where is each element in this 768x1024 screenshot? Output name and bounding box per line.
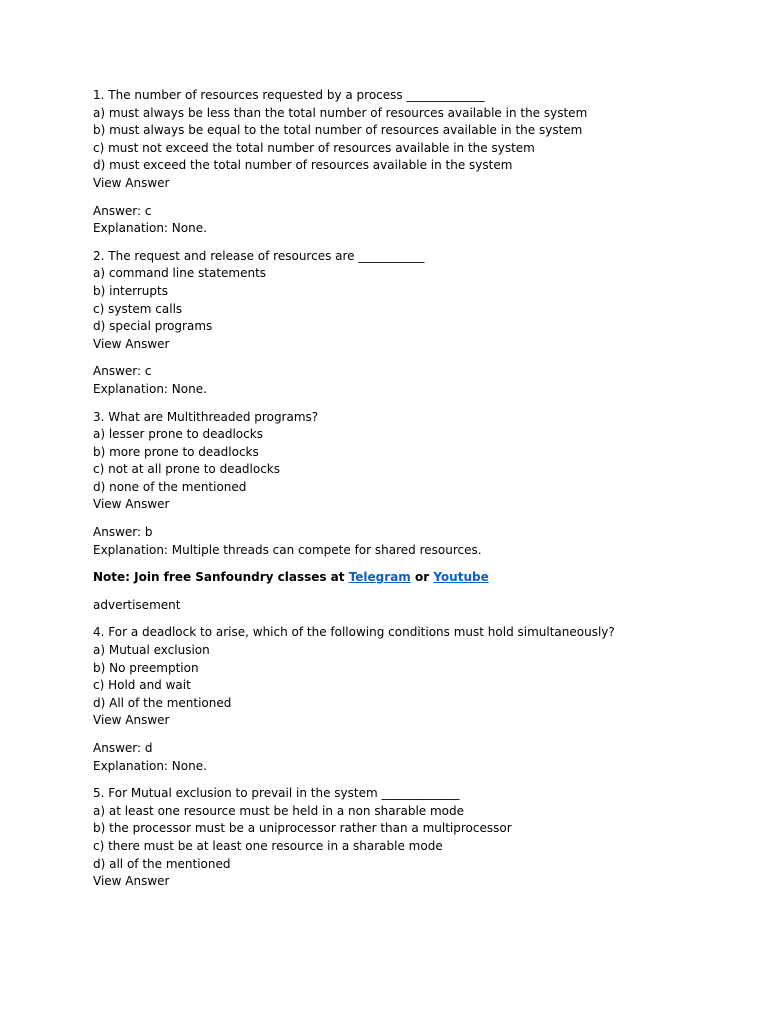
q1-option-b: b) must always be equal to the total number of resources available in the system (93, 123, 583, 138)
q2-option-c: c) system calls (93, 301, 183, 316)
spacer (93, 775, 713, 785)
q5-option-a: a) at least one resource must be held in a non sharable mode (93, 803, 465, 818)
q1-answer: Answer: c (93, 203, 152, 218)
spacer (93, 559, 713, 569)
q5-option-d: d) all of the mentioned (93, 856, 231, 871)
document-page (93, 87, 713, 891)
q3-option-d: d) none of the mentioned (93, 479, 247, 494)
q3-answer: Answer: b (93, 525, 153, 540)
q4-option-d: d) All of the mentioned (93, 695, 232, 710)
q2-view-answer: View Answer (93, 336, 170, 351)
q5-option-b: b) the processor must be a uniprocessor rather than a multiprocessor (93, 821, 512, 836)
q4-answer: Answer: d (93, 741, 153, 755)
q3-view-answer: View Answer (93, 497, 170, 512)
q1-option-a: a) must always be less than the total number of resources available in the system (93, 105, 588, 120)
q1-option-c: c) must not exceed the total number of resources available in the system (93, 140, 535, 155)
q2-option-a: a) command line statements (93, 266, 267, 281)
question-3: 3. What are Multithreaded programs? (93, 409, 319, 424)
q3-option-b: b) more prone to deadlocks (93, 444, 259, 459)
sanfoundry-note (93, 569, 713, 587)
q2-explanation: Explanation: None. (93, 381, 207, 396)
q3-explanation: Explanation: Multiple threads can compete for shared resources. (93, 542, 482, 557)
spacer (93, 587, 713, 597)
q4-option-a: a) Mutual exclusion (93, 643, 210, 658)
spacer (93, 614, 713, 624)
q4-explanation: Explanation: None. (93, 758, 207, 773)
question-2: 2. The request and release of resources are ___________ (93, 248, 425, 263)
spacer (93, 514, 713, 524)
q3-option-a: a) lesser prone to deadlocks (93, 427, 263, 442)
question-4: 4. For a deadlock to arise, which of the following conditions must hold simultaneously? (93, 625, 615, 640)
note-middle: or (410, 570, 434, 585)
youtube-link[interactable]: Youtube (433, 570, 489, 585)
spacer (93, 353, 713, 363)
note-prefix: Note: Join free Sanfoundry classes at (93, 570, 349, 585)
spacer (93, 193, 713, 203)
q3-option-c: c) not at all prone to deadlocks (93, 462, 281, 477)
q4-option-c: c) Hold and wait (93, 678, 191, 693)
advertisement-label: advertisement (93, 597, 181, 612)
q1-option-d: d) must exceed the total number of resources available in the system (93, 158, 513, 173)
q5-option-c: c) there must be at least one resource in a sharable mode (93, 838, 443, 853)
spacer (93, 399, 713, 409)
q2-option-b: b) interrupts (93, 283, 168, 298)
q2-option-d: d) special programs (93, 319, 213, 334)
q5-view-answer: View Answer (93, 874, 170, 889)
spacer (93, 730, 713, 740)
spacer (93, 238, 713, 248)
q4-view-answer: View Answer (93, 713, 170, 728)
q2-answer: Answer: c (93, 364, 152, 379)
question-5: 5. For Mutual exclusion to prevail in the system _____________ (93, 786, 460, 801)
q4-option-b: b) No preemption (93, 660, 199, 675)
q1-view-answer: View Answer (93, 175, 170, 190)
telegram-link[interactable]: Telegram (348, 570, 411, 585)
question-1: 1. The number of resources requested by a process _____________ (93, 88, 485, 102)
q1-explanation: Explanation: None. (93, 221, 207, 236)
